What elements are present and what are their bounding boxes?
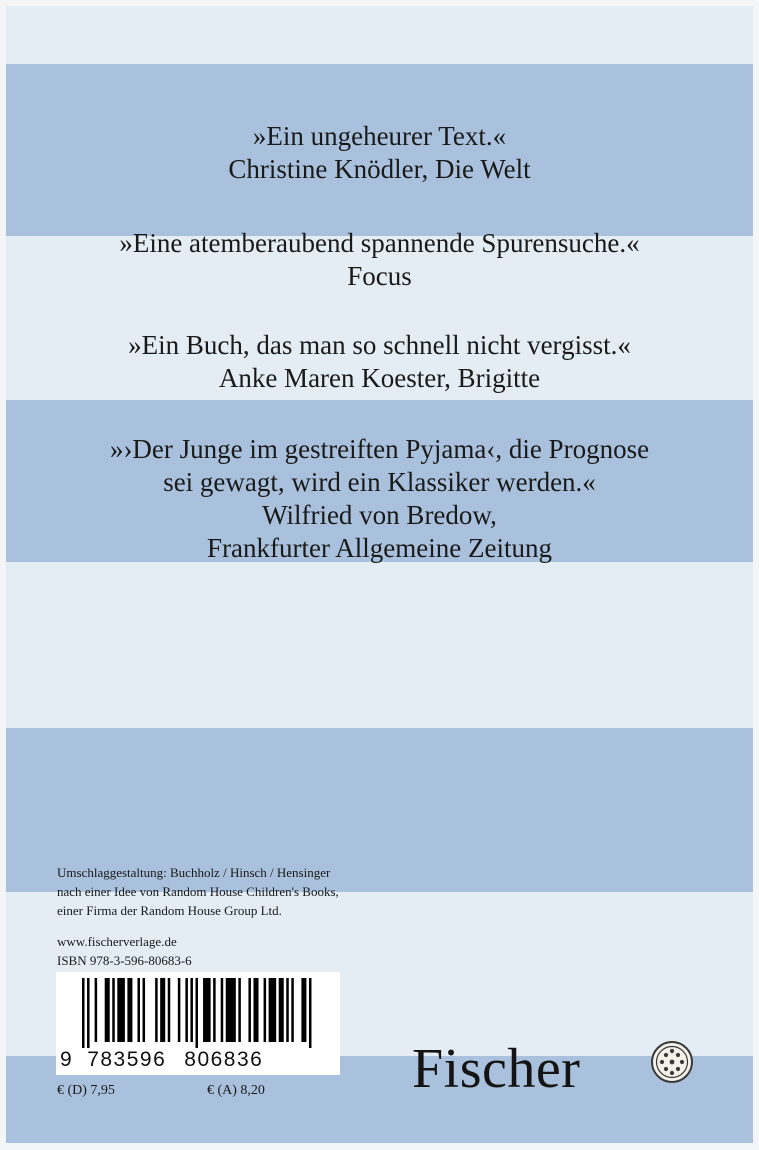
barcode-bar [127, 978, 132, 1042]
barcode-bar [264, 978, 267, 1042]
barcode-bar [269, 978, 277, 1042]
barcode-bar [301, 978, 306, 1042]
publisher-website: www.fischerverlage.de [57, 934, 177, 949]
fischer-seal-icon [650, 1040, 694, 1084]
barcode-area [56, 972, 340, 1075]
review-quote [0, 227, 759, 293]
barcode-bar [203, 978, 211, 1042]
credit-line: nach einer Idee von Random House Children's Books, [57, 884, 339, 899]
barcode-bar [143, 978, 146, 1042]
barcode-first-digit: 9 [60, 1048, 74, 1071]
barcode-bar [279, 978, 284, 1042]
barcode-bar [95, 978, 98, 1042]
barcode-bar [160, 978, 165, 1042]
isbn-text: ISBN 978-3-596-80683-6 [57, 953, 192, 968]
barcode-bar [117, 978, 125, 1042]
quote-source: Anke Maren Koester, Brigitte [218, 363, 541, 393]
barcode-bar [226, 978, 236, 1042]
barcode-bar [190, 978, 193, 1042]
quote-source: Wilfried von Bredow, [262, 500, 497, 530]
quote-source: Christine Knödler, Die Welt [228, 154, 531, 184]
barcode-bar [178, 978, 181, 1042]
barcode-bar [309, 978, 312, 1048]
review-quote [0, 433, 759, 565]
publisher-logo: Fischer [412, 1038, 581, 1100]
credit-line: einer Firma der Random House Group Ltd. [57, 903, 282, 918]
barcode-bar [286, 978, 289, 1042]
barcode-bar [82, 978, 85, 1048]
barcode-bar [87, 978, 90, 1048]
barcode-bar [137, 978, 140, 1042]
quote-text: sei gewagt, wird ein Klassiker werden.« [163, 467, 596, 497]
review-quote [0, 120, 759, 186]
barcode-bar [248, 978, 251, 1042]
price-austria: € (A) 8,20 [207, 1083, 265, 1098]
barcode-digits [56, 1048, 340, 1072]
quote-text: »Eine atemberaubend spannende Spurensuche.« [119, 228, 640, 258]
quote-text: »Ein Buch, das man so schnell nicht vergisst.« [128, 330, 631, 360]
barcode-group: 806836 [184, 1048, 264, 1071]
credit-line: Umschlaggestaltung: Buchholz / Hinsch / Hensinger [57, 865, 331, 880]
barcode-group: 783596 [87, 1048, 167, 1071]
quote-source: Frankfurter Allgemeine Zeitung [207, 533, 552, 563]
barcode-bar [185, 978, 188, 1042]
light-stripe [6, 562, 753, 728]
barcode-bar [221, 978, 224, 1042]
barcode-bar [105, 978, 110, 1042]
quote-source: Focus [347, 261, 412, 291]
quote-text: »Ein ungeheurer Text.« [252, 121, 507, 151]
cover-credits [57, 863, 339, 970]
barcode-bar [213, 978, 216, 1042]
barcode-bar [238, 978, 241, 1042]
quote-text: »›Der Junge im gestreiften Pyjama‹, die Prognose [109, 434, 650, 464]
price-germany: € (D) 7,95 [57, 1083, 115, 1098]
barcode-bar [291, 978, 294, 1042]
barcode-bar [155, 978, 158, 1042]
barcode-bar [112, 978, 115, 1042]
light-stripe [6, 6, 753, 64]
barcode-icon [80, 978, 316, 1048]
barcode-bar [253, 978, 258, 1042]
barcode-bar [168, 978, 171, 1042]
barcode-bar [195, 978, 198, 1048]
review-quote [0, 329, 759, 395]
